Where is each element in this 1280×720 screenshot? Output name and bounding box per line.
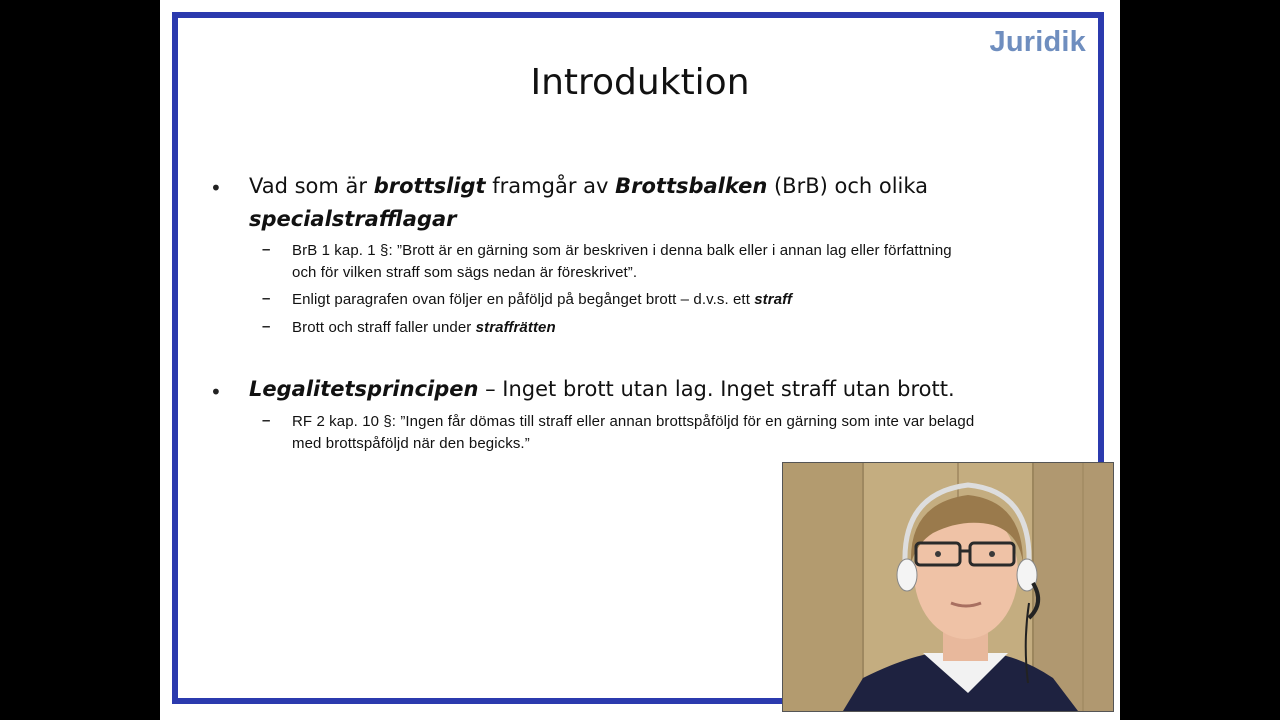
bullet-1-line-2 [249, 203, 457, 236]
bullet-1-text-pre: Vad som är [249, 174, 374, 198]
sub-bullet-1-line-2: och för vilken straff som sägs nedan är föreskrivet”. [292, 264, 638, 281]
bullet-1-emphasis-brottsligt: brottsligt [373, 174, 486, 198]
bullet-1-emphasis-brottsbalken: Brottsbalken [615, 174, 768, 198]
sub-bullet-3-emphasis-straffratten: straffrätten [475, 319, 556, 336]
bullet-1-text-post: (BrB) och olika [767, 174, 929, 198]
webcam-overlay [782, 462, 1114, 712]
sub-bullet-3-line [292, 317, 556, 339]
sub-bullet-1-dash: – [262, 241, 271, 258]
sub-bullet-2-line [292, 289, 792, 311]
sub-bullet-3-dash: – [262, 318, 271, 335]
sub-bullet-1-line-1: BrB 1 kap. 1 §: ”Brott är en gärning som är beskriven i denna balk eller i annan lag eller författning [292, 242, 952, 259]
bullet-1-emphasis-specialstrafflagar: specialstrafflagar [249, 207, 457, 231]
sub-bullet-3-text: Brott och straff faller under [292, 319, 476, 336]
bullet-2-dot: • [210, 380, 222, 404]
sub-bullet-4-line-2: med brottspåföljd när den begicks.” [292, 435, 530, 452]
brand-label: Juridik [989, 26, 1086, 58]
sub-bullet-2-dash: – [262, 290, 271, 307]
slide-title: Introduktion [530, 62, 750, 103]
sub-bullet-4-line-1: RF 2 kap. 10 §: ”Ingen får dömas till straff eller annan brottspåföljd för en gärning som inte var belagd [292, 413, 975, 430]
bullet-1-line-1 [249, 170, 928, 203]
sub-bullet-2-emphasis-straff: straff [754, 291, 793, 308]
bullet-1-dot: • [210, 176, 222, 200]
sub-bullet-4-dash: – [262, 412, 271, 429]
sub-bullet-2-text: Enligt paragrafen ovan följer en påföljd på begånget brott – d.v.s. ett [292, 291, 755, 308]
webcam-presenter-icon [783, 463, 1113, 711]
bullet-2-line [249, 373, 955, 406]
bullet-2-text: – Inget brott utan lag. Inget straff utan brott. [478, 377, 955, 401]
bullet-2-emphasis-legalitetsprincipen: Legalitetsprincipen [249, 377, 479, 401]
bullet-1-text-mid: framgår av [485, 174, 616, 198]
